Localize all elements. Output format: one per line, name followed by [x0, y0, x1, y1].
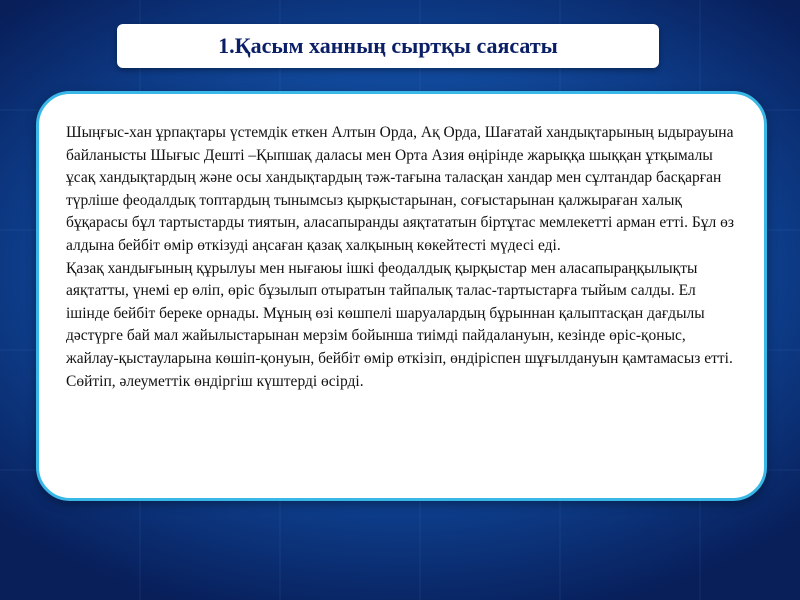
content-panel	[36, 91, 767, 501]
paragraph-1: Шыңғыс-хан ұрпақтары үстемдік еткен Алтын Орда, Ақ Орда, Шағатай хандықтарының ыдырауына байланысты Шығыс Дешті –Қыпшақ даласы мен Орта Азия өңірінде жарыққа шыққан ұтқымалы ұсақ хандықтардың және осы хандықтардың тәж-тағына таласқан хандар мен сұлтандар басқарған түрліше феодалдық топтардың тынымсыз қырқыстарынан, соғыстарынан қалжыраған халық бұқарасы бұл тартыстарды тиятын, аласапыранды аяқтататын біртұтас мемлекетті арман етті. Бұл өз алдына бейбіт өмір өткізуді аңсаған қазақ халқының көкейтесті мүдесі еді.	[66, 124, 734, 254]
title-banner	[117, 24, 659, 68]
slide-title: 1.Қасым ханның сыртқы саясаты	[218, 33, 558, 58]
paragraph-2: Қазақ хандығының құрылуы мен нығаюы ішкі феодалдық қырқыстар мен аласапыраңқылықты аяқтатты, үнемі ер өліп, өріс бұзылып отыратын тайпалық талас-тартыстарға тыйым салды. Ел ішінде бейбіт береке орнады. Мұның өзі көшпелі шаруалардың бұрыннан қалыптасқан дағдылы дәстүрге бай мал жайылыстарынан мерзім бойынша тиімді пайдалануын, кезінде өріс-қоныс, жайлау-қыстауларына көшіп-қонуын, бейбіт өмір өткізіп, өндіріспен шұғылдануын қамтамасыз етті. Сөйтіп, әлеуметтік өндіргіш күштерді өсірді.	[66, 259, 733, 390]
